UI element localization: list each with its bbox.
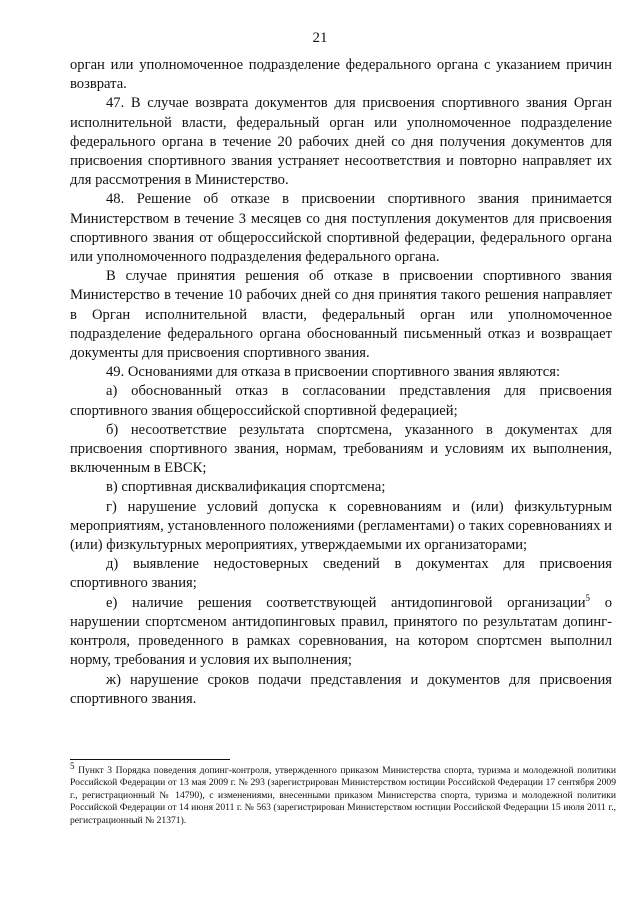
page-number: 21 [312,30,328,46]
list-item-e [70,594,612,671]
list-item-d: д) выявление недостоверных сведений в документах для присвоения спортивного звания; [70,556,612,592]
list-item-g: г) нарушение условий допуска к соревнованиям и (или) физкультурным мероприятиям, установленного положениями (регламентами) о таких соревнованиях и (или) физкультурных мероприятиях, утверждаемыми их организаторами; [70,498,612,554]
footnote-divider [70,759,230,760]
paragraph-48-refusal: В случае принятия решения об отказе в присвоении спортивного звания Министерство в течение 10 рабочих дней со дня принятия такого решения направляет в Орган исполнительной власти, федеральный орган или уполномоченное подразделение федерального органа обоснованный письменный отказ и возвращает документы для присвоения спортивного звания. [70,268,612,362]
list-item-v: в) спортивная дисквалификация спортсмена; [106,479,386,496]
body-text [70,56,612,709]
footnote-text: Пункт 3 Порядка поведения допинг-контроля, утвержденного приказом Министерства спорта, туризма и молодежной политики Российской Федерации от 13 мая 2009 г. № 293 (зарегистрирован Министерством юстиции Российской Федерации 17 сентября 2009 г., регистрационный № 14790), с изменениями, внесенными приказом Министерства спорта, туризма и молодежной политики Российской Федерации от 14 июня 2011 г. № 563 (зарегистрирован Министерством юстиции Российской Федерации 15 июля 2011 г., регистрационный № 21371). [70,765,616,826]
footnote [70,760,616,827]
footnote-reference: 5 [585,592,591,603]
paragraph-continuation: орган или уполномоченное подразделение федерального органа с указанием причин возврата. [70,57,612,93]
list-item-a: а) обоснованный отказ в согласовании представления для присвоения спортивного звания общероссийской спортивной федерацией; [70,383,612,419]
list-item-e-text: е) наличие решения соответствующей антидопинговой организации [106,594,586,611]
paragraph-48: 48. Решение об отказе в присвоении спортивного звания принимается Министерством в течение 3 месяцев со дня поступления документов для присвоения спортивного звания от общероссийской спортивной федерации, федерального органа или уполномоченного подразделения федерального органа. [70,191,612,266]
paragraph-49: 49. Основаниями для отказа в присвоении спортивного звания являются: [106,364,561,381]
list-item-e-text-cont: о нарушении спортсменом антидопинговых правил, принятого по результатам допинг-контроля, проведенного в рамках соревнования, на котором спортсмен выполнил норму, требования и условия их выполнения; [70,594,612,669]
list-item-zh: ж) нарушение сроков подачи представления и документов для присвоения спортивного звания. [70,671,612,707]
paragraph-47: 47. В случае возврата документов для присвоения спортивного звания Орган исполнительной власти, федеральный орган или уполномоченное подразделение федерального органа в течение 20 рабочих дней со дня получения документов для присвоения спортивного звания устраняет несоответствия и повторно направляет их для рассмотрения в Министерство. [70,95,612,189]
list-item-b: б) несоответствие результата спортсмена, указанного в документах для присвоения спортивного звания, нормам, требованиям и условиям их выполнения, включенным в ЕВСК; [70,421,612,477]
footnote-marker: 5 [70,760,75,771]
